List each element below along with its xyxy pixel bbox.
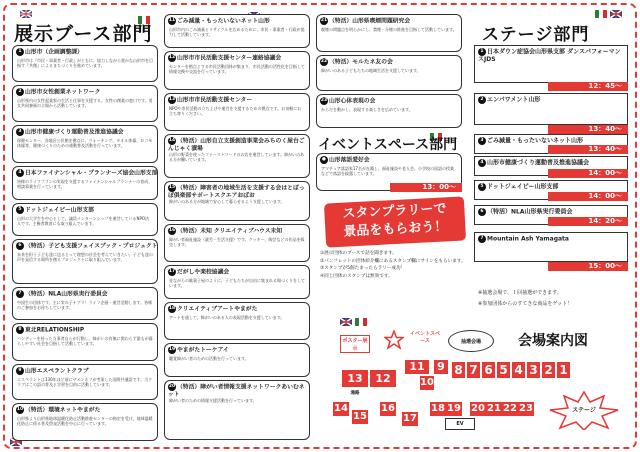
booth-name: （特活）山形自立支援創造事業会みちのく屋台ごんじゃく漬場: [168, 138, 305, 151]
map-booth-23: 23: [519, 403, 533, 414]
booth-8: [12, 323, 158, 361]
booth-name: クリエイティブアートやまがた: [177, 306, 258, 313]
booth-name: （特活）NLA山形県実行委員会: [25, 291, 108, 298]
booth-number: 8: [16, 326, 24, 334]
stage-name: エンパワメント山形: [487, 96, 541, 104]
map-booth-4: 4: [512, 362, 525, 378]
map-booth-19: 19: [447, 403, 461, 414]
event-number: ●: [320, 156, 328, 164]
booth-number: 22: [320, 59, 328, 64]
map-booth-13: 13: [342, 370, 368, 387]
booth-number: 5: [16, 206, 24, 214]
stage-number: 7: [478, 235, 486, 243]
stage-time-5: 14：00～: [548, 192, 628, 201]
booth-name: （特活）障がい者情報支援ネットワークあいむネット: [168, 384, 305, 397]
map-booth-7: 7: [467, 362, 480, 378]
star-icon: [384, 330, 404, 350]
booth-desc: 皆様のライフプランの実現を支援するファイナンシャルプランナーの育成、相談事業を行っています。: [17, 179, 153, 190]
booth-number: 14: [168, 138, 176, 143]
map-booth-18: 18: [431, 403, 445, 414]
stage-name: Mountain Ash Yamagata: [487, 235, 569, 243]
stage-item-7: [474, 232, 628, 262]
map-booth-3: 3: [527, 362, 540, 378]
booth-name: 東北RELATIONSHIP: [25, 327, 85, 334]
stage-number: 3: [478, 137, 486, 145]
map-booth-2: 2: [542, 362, 555, 378]
map-booth-10: 10: [420, 377, 434, 388]
booth-desc: 中国生の団体です。主に実の子ナブラ！ライフ企画・運営活動します。皆様のご参加をお待ちしています。: [17, 300, 153, 311]
rally-rule: ③スタンプが5個たまったらラリー成功！: [320, 266, 406, 271]
event-desc: アマチュア落語家17名が在籍し、福祉施設や老人会、小学校の国語の授業などで落語を披露しています。: [321, 166, 454, 177]
map-booth-9: 9: [434, 360, 448, 374]
map-booth-12: 12: [370, 370, 396, 387]
map-booth-17: 17: [403, 413, 417, 424]
stage-name: 日本ダウン症協会山形県支部 ダンスパフォーマンスJDS: [478, 48, 621, 63]
booth-5: [12, 203, 158, 236]
booth-11: [164, 14, 310, 48]
booth-name: 山形心体表現の会: [329, 98, 376, 105]
booth-name: ごみ減量・もったいないネット山形: [177, 18, 270, 25]
booth-number: 15: [168, 185, 176, 190]
booth-14: [164, 134, 310, 178]
booth-number: 10: [16, 407, 24, 412]
flag-uk-icon: [340, 318, 352, 326]
booth-16: [164, 224, 310, 262]
booth-number: 2: [16, 88, 24, 96]
stage-number: 6: [478, 208, 486, 216]
map-lottery: 抽選会場: [460, 339, 481, 345]
booth-desc: NPOや市民活動の立ち上げや運営を支援するための拠点です。お気軽にお立ち寄りください。: [169, 106, 302, 117]
booth-desc: 山形県より山形県地球温暖化防止活動推進センターの指定を受け、地球温暖化防止に係る普及啓発活動を中心に行っています。: [17, 416, 153, 427]
map-ev: EV: [445, 418, 475, 430]
stage-note: ※抽選会場で、１回抽選ができます。: [478, 290, 562, 296]
booth-desc: からだを動かし、表現する楽しさを広めています。: [321, 107, 413, 112]
booth-7: [12, 287, 158, 320]
booth-22: [316, 55, 462, 91]
booth-number: 17: [168, 269, 176, 274]
event-time: 13：00～: [390, 183, 462, 192]
map-booth-22: 22: [503, 403, 517, 414]
map-booth-21: 21: [487, 403, 501, 414]
booth-name: （特活）山形県喫煙問題研究会: [329, 18, 411, 25]
booth-desc: アートを通して、障がいのある人の表現活動を支援しています。: [169, 315, 285, 320]
booth-name: ドットジェイピー山形支部: [25, 207, 94, 214]
booth-9: [12, 364, 158, 400]
booth-desc: ハンディーを持った当事者自らが行動し、障がいの有無に関わらず誰もが暮らしやすい社会を目指して活動しています。: [17, 336, 153, 347]
stage-number: 1: [478, 48, 486, 56]
booth-desc: エスペラントは130年ほど前にザメンホフが考案した国際共通語です。当クラブはこの語の普及と学習を目的に活動しています。: [17, 377, 153, 388]
booth-name: （特活）環境ネットやまがた: [25, 407, 101, 414]
booth-number: 16: [168, 228, 176, 233]
rally-rule: ②パンフレットの団体紹介欄にあるスタンプ欄にサインをもらいます。: [320, 258, 466, 264]
booth-name: 山形エスペラントクラブ: [25, 368, 89, 375]
flag-uk-icon: [610, 10, 622, 18]
booth-number: 19: [168, 347, 176, 352]
rally-rules: [320, 250, 468, 312]
booth-23: [316, 94, 462, 128]
booth-17: [164, 265, 310, 299]
map-booth-11: 11: [405, 360, 429, 374]
booth-desc: センターを拠点とする市民活動団体が集まり、市民活動の活性化を目指して情報交換や交流を行っています。: [169, 64, 305, 75]
map-poster: ポスター展示: [340, 335, 370, 353]
booth-21: [316, 14, 462, 52]
booth-name: （特活）子ども支援フェイスブック・プロジェクト: [25, 243, 157, 250]
stage-item-2: [474, 93, 628, 125]
booth-number: 11: [168, 18, 176, 23]
map-stage: ステージ: [572, 407, 596, 414]
map-aisle: 通路: [350, 391, 360, 396]
event-title: イベントスペース部門: [318, 137, 458, 153]
booth-name: だがしや楽校協議会: [177, 269, 230, 276]
stage-number: 5: [478, 183, 486, 191]
booth-3: [12, 125, 158, 163]
rally-rule: ①展示団体のブースで話を聞きます。: [320, 251, 397, 256]
rally-line2: 景品をもらおう！: [343, 219, 448, 240]
booth-1: [12, 45, 158, 82]
stage-item-1: [474, 45, 628, 83]
booth-name: 山形市女性創業ネットワーク: [25, 89, 101, 96]
booth-desc: 山形市内のごみ減量とリサイクルを広めるために、市民・事業者・行政が協力して活動しています。: [169, 27, 305, 38]
booth-number: 20: [168, 384, 176, 389]
booth-number: 4: [16, 169, 24, 177]
booth-desc: 山形の野菜を使ったファーストフードのお店を運営しています。障がいのある方が働いています。: [169, 152, 305, 163]
booth-name: 山形市市民活動支援センター連絡協議会: [177, 55, 282, 62]
stage-title: ステージ部門: [482, 25, 590, 45]
stage-time-6: 14：20～: [548, 217, 628, 226]
map-booth-6: 6: [482, 362, 495, 378]
booth-20: [164, 380, 310, 440]
stage-number: 4: [478, 159, 486, 167]
rally-line1: スタンプラリーで: [342, 201, 447, 222]
booth-13: [164, 93, 310, 131]
stage-time-3: 13：40～: [548, 145, 628, 154]
map-booth-14: 14: [334, 403, 348, 414]
booth-name: （特活）モルたネ友の会: [329, 59, 393, 66]
stage-notes: [478, 288, 630, 310]
booth-desc: 山形市は『市民・事業者・行政』がともに、協力しながら豊かな山形市を目指す『共創』によるまちづくりを進めています。: [17, 58, 153, 69]
stage-time-7: 15：00～: [548, 262, 628, 271]
booth-number: 3: [16, 128, 24, 136]
booth-6: [12, 239, 158, 284]
booth-desc: 山形県内の女性起業家の生活と仕事を支援する。女性の創業の窓口です。男女共同参画の立場から活動しています。: [17, 98, 153, 109]
booth-number: 9: [16, 367, 24, 375]
map-event-space: イベントスペース: [410, 331, 440, 344]
booth-number: 12: [168, 55, 176, 60]
map-booth-8: 8: [452, 362, 465, 378]
booth-desc: 聴覚障がい者のための活動を行っています。: [169, 356, 249, 361]
stage-time-4: 14：00～: [548, 169, 628, 178]
booth-number: 7: [16, 290, 24, 298]
map-booth-5: 5: [497, 362, 510, 378]
map-title: 会場案内図: [518, 333, 588, 349]
booth-2: [12, 85, 158, 122]
booth-19: [164, 343, 310, 377]
booth-number: 1: [16, 48, 24, 56]
booth-name: 日本ファイナンシャル・プランナーズ協会山形支部: [25, 170, 157, 177]
booth-number: 6: [16, 242, 24, 250]
booth-desc: 未来を担う子ども達に送るとって理想の社会を考えていきたい。子ども達の声を発信する場所を創るプロジェクトに取り組んでいます。: [17, 252, 153, 263]
exhibit-title: 展示ブース部門: [14, 23, 153, 45]
booth-name: （特活）障害者の地域生活を支援する会はとぽっぽ倶楽部サポートスクエアおばお: [168, 185, 305, 198]
booth-number: 23: [320, 98, 328, 103]
booth-number: 21: [320, 18, 328, 23]
stage-time-2: 13：40～: [548, 125, 628, 134]
stage-name: ドットジェイピー山形支部: [487, 183, 559, 191]
booth-name: （特活）未知 クリエイティブハウス未知: [177, 228, 283, 235]
rally-rule: ④同じ団体のスタンプは無効です。: [320, 273, 393, 279]
booth-number: 18: [168, 306, 176, 311]
booth-name: 山形市市民活動支援センター: [177, 97, 253, 104]
map-booth-20: 20: [471, 403, 485, 414]
booth-desc: 障がい者福祉施設（就労・生活支援）です。クッキー、陶芸などの作品を販売します。: [169, 237, 305, 248]
booth-number: 13: [168, 97, 176, 102]
booth-10: [12, 403, 158, 441]
map-booth-15: 15: [353, 411, 367, 422]
stage-name: （特活）NLA山形県実行委員会: [487, 208, 573, 216]
booth-18: [164, 302, 310, 340]
stage-time-1: 12：45～: [548, 82, 628, 91]
booth-desc: 昔ながらの駄菓子屋のように、子どもたちが自由に集まれる場づくりをしています。: [169, 278, 305, 289]
booth-desc: 障がいのある子どもたちの地域生活を支援しています。: [321, 68, 421, 73]
event-name: 山形落語愛好会: [329, 157, 370, 164]
booth-12: [164, 51, 310, 90]
flag-italy-icon: [355, 318, 367, 326]
booth-desc: 障がい者のための情報支援活動を行っています。: [169, 398, 257, 403]
stage-number: 2: [478, 96, 486, 104]
booth-name: 山形市健康づくり運動普及推進協議会: [25, 129, 124, 136]
map-booth-1: 1: [557, 362, 570, 378]
stage-note: ※参加団体からのすてきな商品をゲット！: [478, 301, 573, 307]
booth-name: やまがたトーケアイ: [177, 347, 229, 354]
booth-desc: 保健センター、各地区公民館を拠点に、ウォーキング、タオル体操、ロコモ体操等、健康づくりのための運動普及活動を行っています。: [17, 138, 153, 149]
booth-4: [12, 166, 158, 200]
stage-name: ごみ減量・もったいないネット山形: [487, 137, 584, 145]
booth-desc: 喫煙の問題点を明らかにし、禁煙・分煙の推進を目指して活動しています。: [321, 27, 457, 32]
rally-banner: [324, 196, 466, 247]
flag-italy-icon: [595, 10, 607, 18]
booth-desc: 山形の大学生を中心として、議員インターンシップを運営しているNPO法人です。主権者教育にも取り組んでいます。: [17, 216, 150, 227]
map-booth-16: 16: [381, 403, 395, 414]
flag-uk-icon: [20, 10, 32, 18]
booth-desc: 障がいのある方が地域で安心して暮らせるよう支援しています。: [169, 199, 285, 204]
booth-name: 山形市（企画調整課）: [25, 49, 83, 56]
stage-name: 山形市健康づくり運動普及推進協議会: [487, 159, 590, 167]
booth-15: [164, 181, 310, 221]
